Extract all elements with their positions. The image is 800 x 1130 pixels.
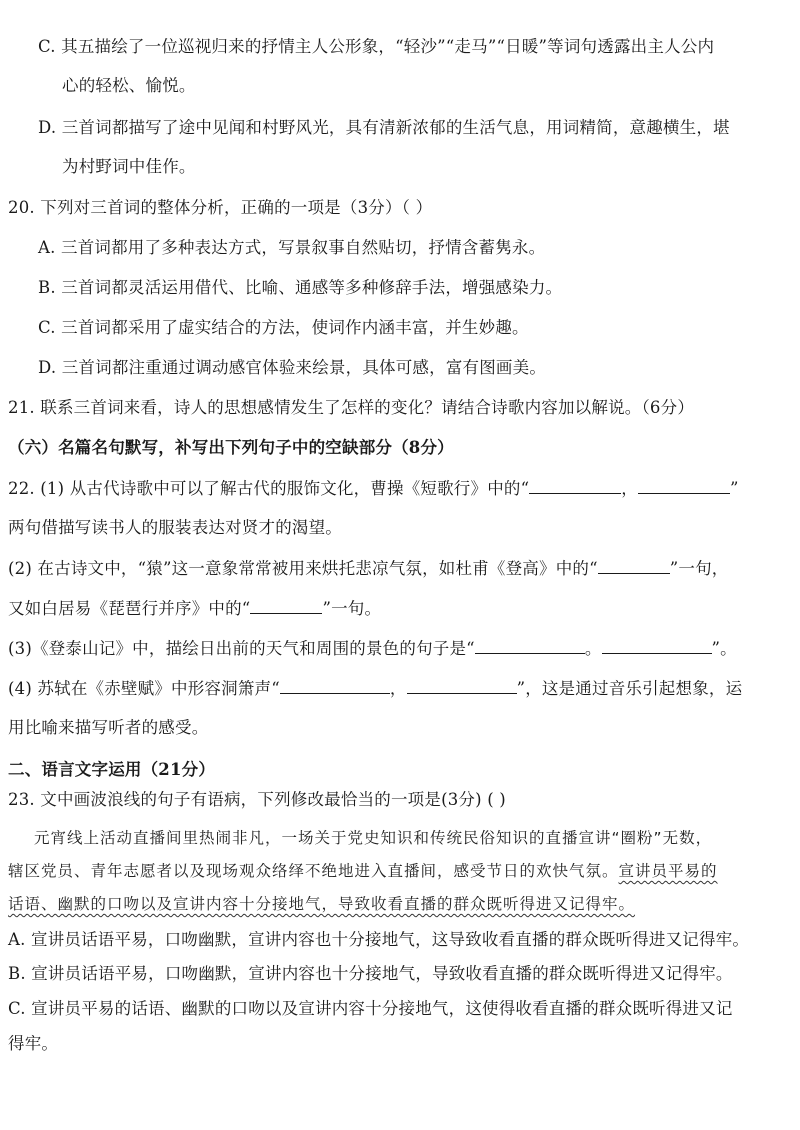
q23-option-c-line2: 得牢。 <box>8 1034 59 1053</box>
q22-part2-blank-1[interactable] <box>598 557 670 574</box>
q23-option-b: B. 宣讲员话语平易，口吻幽默，宣讲内容也十分接地气，导致收看直播的群众既听得进又记得牢。 <box>8 964 733 983</box>
q22-part2-text-c: 又如白居易《琵琶行并序》中的“ <box>8 599 251 618</box>
section6-title: （六）名篇名句默写，补写出下列句子中的空缺部分（8分） <box>8 438 454 457</box>
q22-part2-text-a: (2) 在古诗文中，“猿”这一意象常常被用来烘托悲凉气氛，如杜甫《登高》中的“ <box>8 559 598 578</box>
q22-part1-separator: ， <box>621 479 638 498</box>
section2-title: 二、语言文字运用（21分） <box>8 760 216 779</box>
q22-part2-line2 <box>8 597 381 620</box>
q22-part2-line1 <box>8 557 728 580</box>
q19-option-c-line1: C. 其五描绘了一位巡视归来的抒情主人公形象，“轻沙”“走马”“日暖”等词句透露出主人公内 <box>38 37 715 56</box>
q21-stem: 21. 联系三首词来看，诗人的思想感情发生了怎样的变化？请结合诗歌内容加以解说。（6分） <box>8 398 695 417</box>
q20-option-a: A. 三首词都用了多种表达方式，写景叙事自然贴切，抒情含蓄隽永。 <box>38 238 546 257</box>
q22-part3-separator: 。 <box>584 639 602 658</box>
q22-part3-text-a: (3)《登泰山记》中，描绘日出前的天气和周围的景色的句子是“ <box>8 639 475 658</box>
q22-part1-text-a: 22. (1) 从古代诗歌中可以了解古代的服饰文化，曹操《短歌行》中的“ <box>8 479 530 498</box>
q22-part3-blank-1[interactable] <box>475 637 585 654</box>
q20-option-d: D. 三首词都注重通过调动感官体验来绘景，具体可感，富有图画美。 <box>38 358 547 377</box>
q22-part1-line1 <box>8 477 739 500</box>
q22-part4-text-b: ”，这是通过音乐引起想象，运 <box>516 679 743 698</box>
q23-wavy-sentence-end: 话语、幽默的口吻以及宣讲内容十分接地气，导致收看直播的群众既听得进又记得牢。 <box>8 895 636 913</box>
q22-part3-line <box>8 637 737 660</box>
q23-passage-line3 <box>8 893 635 915</box>
q19-option-c-line2: 心的轻松、愉悦。 <box>62 76 196 95</box>
q22-part4-line1 <box>8 677 742 700</box>
q23-passage-line2 <box>8 860 718 882</box>
q22-part2-text-d: ”一句。 <box>322 599 382 618</box>
q22-part4-text-a: (4) 苏轼在《赤壁赋》中形容洞箫声“ <box>8 679 280 698</box>
q22-part1-blank-1[interactable] <box>529 477 621 494</box>
q23-option-c-line1: C. 宣讲员平易的话语、幽默的口吻以及宣讲内容十分接地气，这使得收看直播的群众既听得进又记 <box>8 999 733 1018</box>
q22-part4-separator: ， <box>389 679 407 698</box>
q23-option-a: A. 宣讲员话语平易，口吻幽默，宣讲内容也十分接地气，这导致收看直播的群众既听得进又记得牢。 <box>8 930 750 949</box>
q19-option-d-line1: D. 三首词都描写了途中见闻和村野风光，具有清新浓郁的生活气息，用词精简，意趣横生，堪 <box>38 118 730 137</box>
q19-option-d-line2: 为村野词中佳作。 <box>62 157 196 176</box>
q22-part1-line2: 两句借描写读书人的服装表达对贤才的渴望。 <box>8 518 342 537</box>
q22-part4-line2: 用比喻来描写听者的感受。 <box>8 718 209 737</box>
q23-wavy-sentence-start: 宣讲员平易的 <box>618 862 718 880</box>
q23-passage-plain: 辖区党员、青年志愿者以及现场观众络绎不绝地进入直播间，感受节日的欢快气氛。 <box>8 862 619 880</box>
q22-part2-blank-2[interactable] <box>250 597 322 614</box>
q22-part4-blank-1[interactable] <box>280 677 390 694</box>
q20-stem: 20. 下列对三首词的整体分析，正确的一项是（3分）（ ） <box>8 198 433 217</box>
q20-option-b: B. 三首词都灵活运用借代、比喻、通感等多种修辞手法，增强感染力。 <box>38 278 563 297</box>
q22-part1-blank-2[interactable] <box>638 477 730 494</box>
q22-part4-blank-2[interactable] <box>407 677 517 694</box>
q20-option-c: C. 三首词都采用了虚实结合的方法，使词作内涵丰富，并生妙趣。 <box>38 318 529 337</box>
q22-part2-text-b: ”一句， <box>669 559 729 578</box>
q22-part1-text-b: ” <box>729 479 739 498</box>
q22-part3-text-b: ”。 <box>711 639 737 658</box>
q23-stem: 23. 文中画波浪线的句子有语病，下列修改最恰当的一项是(3分) ( ) <box>8 790 506 809</box>
q23-passage-line1: 元宵线上活动直播间里热闹非凡，一场关于党史知识和传统民俗知识的直播宣讲“圈粉”无数， <box>34 829 713 847</box>
q22-part3-blank-2[interactable] <box>602 637 712 654</box>
